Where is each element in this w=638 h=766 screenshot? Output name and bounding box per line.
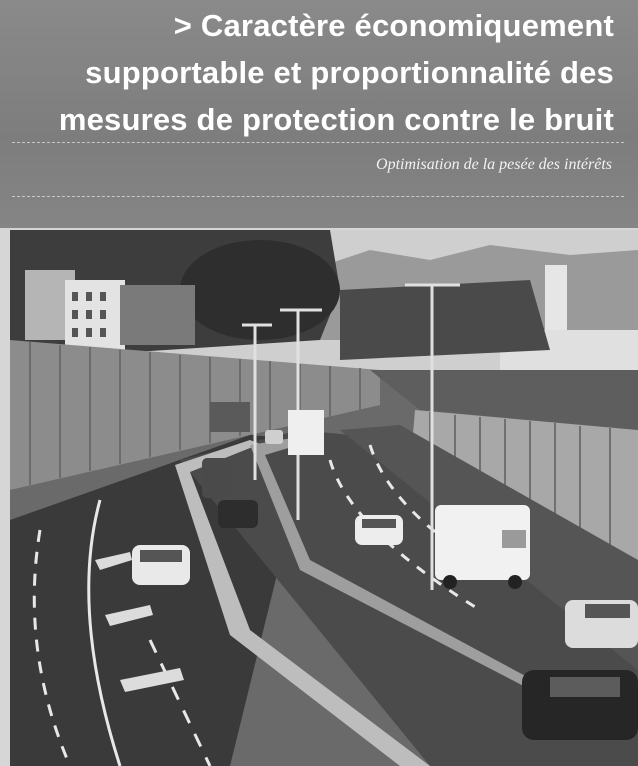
building-windows [72,292,106,337]
car-white-left [132,545,190,585]
highway-photo [10,230,638,766]
title-line-3: mesures de protection contre le bruit [58,102,614,137]
camper-van [435,505,530,589]
divider-bottom [12,196,624,197]
subtitle: Optimisation de la pesée des intérêts [376,156,612,173]
page-title [14,2,614,143]
header-banner [0,0,638,228]
trees-right [340,280,550,360]
car-white-right [565,600,638,648]
building-left-3 [120,285,195,345]
divider-top [12,142,624,143]
car-dark-right [522,670,638,740]
title-line-2: supportable et proportionnalité des [85,55,614,90]
car-small-far [265,430,283,444]
car-white-mid [355,515,403,545]
title-line-1: > Caractère économiquement [173,8,614,43]
